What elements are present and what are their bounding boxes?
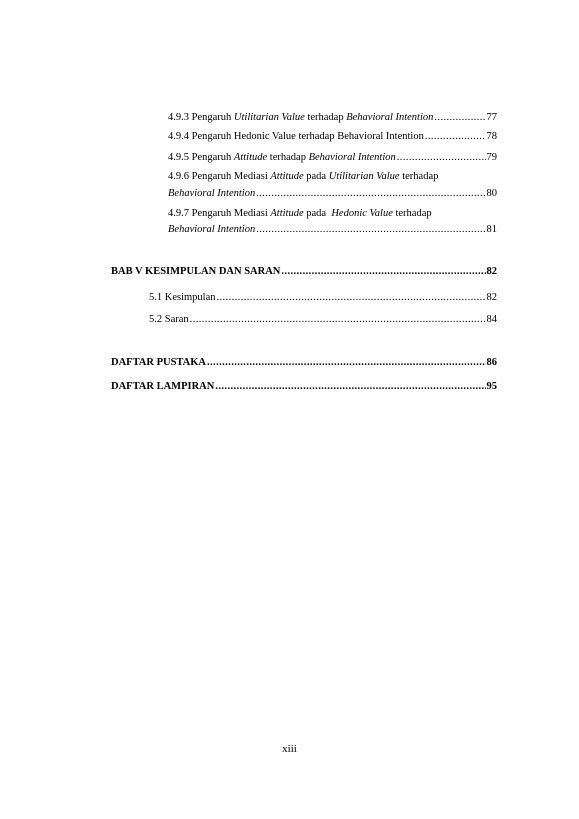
toc-entry-title: 4.9.5 Pengaruh Attitude terhadap Behavioral Intention: [168, 152, 396, 163]
toc-entry-4-9-7-line1: 4.9.7 Pengaruh Mediasi Attitude pada Hedonic Value terhadap: [168, 208, 432, 219]
toc-page-number: 82: [486, 266, 497, 277]
toc-entry-title: Behavioral Intention: [168, 188, 256, 199]
dot-leader: [256, 223, 485, 237]
toc-entry-title: DAFTAR LAMPIRAN: [111, 381, 215, 392]
toc-entry-4-9-3: [168, 111, 497, 125]
dot-leader: [215, 380, 485, 394]
toc-entry-4-9-4: [168, 130, 497, 144]
toc-page-number: 86: [486, 357, 497, 368]
toc-entry-title: 5.1 Kesimpulan: [149, 292, 216, 303]
toc-entry-4-9-6-line1: 4.9.6 Pengaruh Mediasi Attitude pada Utilitarian Value terhadap: [168, 171, 439, 182]
toc-entry-4-9-5: [168, 151, 497, 165]
toc-entry-5-2: [149, 313, 497, 327]
toc-entry-title: 5.2 Saran: [149, 314, 189, 325]
dot-leader: [397, 151, 486, 165]
toc-entry-title: Behavioral Intention: [168, 224, 256, 235]
dot-leader: [207, 356, 486, 370]
toc-entry-title: BAB V KESIMPULAN DAN SARAN: [111, 266, 281, 277]
toc-page-number: 79: [486, 152, 497, 163]
dot-leader: [425, 130, 486, 144]
toc-page-number: 82: [486, 292, 497, 303]
dot-leader: [190, 313, 486, 327]
toc-page-number: 77: [486, 112, 497, 123]
toc-page-number: 84: [486, 314, 497, 325]
toc-daftar-lampiran: [111, 380, 497, 394]
toc-entry-4-9-7-line2: [168, 223, 497, 237]
toc-page-number: 80: [486, 188, 497, 199]
toc-page-number: 78: [486, 131, 497, 142]
dot-leader: [434, 111, 485, 125]
toc-entry-title: 4.9.4 Pengaruh Hedonic Value terhadap Behavioral Intention: [168, 131, 424, 142]
toc-page-number: 95: [486, 381, 497, 392]
toc-entry-5-1: [149, 291, 497, 305]
dot-leader: [217, 291, 486, 305]
toc-page-number: 81: [486, 224, 497, 235]
toc-entry-title: DAFTAR PUSTAKA: [111, 357, 206, 368]
toc-entry-4-9-6-line2: [168, 187, 497, 201]
page-number: xiii: [282, 743, 297, 755]
toc-entry-title: 4.9.3 Pengaruh Utilitarian Value terhadap Behavioral Intention: [168, 112, 434, 123]
dot-leader: [281, 265, 485, 279]
toc-daftar-pustaka: [111, 356, 497, 370]
toc-chapter-bab-v: [111, 265, 497, 279]
dot-leader: [256, 187, 485, 201]
